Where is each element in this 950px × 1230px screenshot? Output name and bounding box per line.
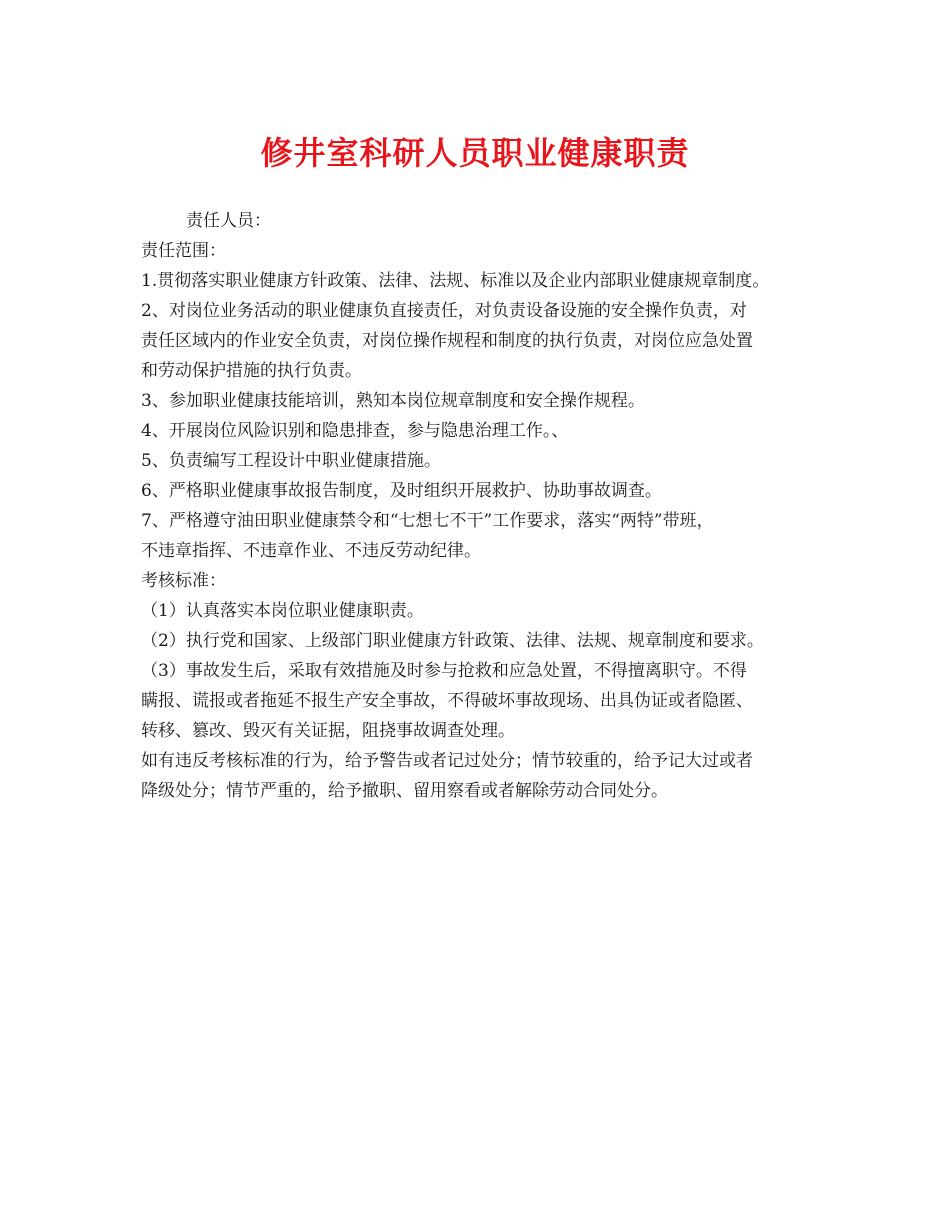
penalty-clause-line-2: 降级处分；情节严重的，给予撤职、留用察看或者解除劳动合同处分。 <box>141 781 668 801</box>
duty-item-7-line-1: 7、严格遵守油田职业健康禁令和“七想七不干”工作要求，落实“两特”带班， <box>141 511 714 531</box>
assessment-item-2: （2）执行党和国家、上级部门职业健康方针政策、法律、法规、规章制度和要求。 <box>141 631 764 651</box>
assessment-item-3-line-3: 转移、篡改、毁灭有关证据，阻挠事故调查处理。 <box>141 721 515 741</box>
assessment-item-1: （1）认真落实本岗位职业健康职责。 <box>141 601 424 621</box>
penalty-clause-line-1: 如有违反考核标准的行为，给予警告或者记过处分；情节较重的，给予记大过或者 <box>141 751 753 771</box>
duty-item-6: 6、严格职业健康事故报告制度，及时组织开展救护、协助事故调查。 <box>141 481 662 501</box>
duty-item-2-line-2: 责任区域内的作业安全负责，对岗位操作规程和制度的执行负责，对岗位应急处置 <box>141 331 753 351</box>
document-body <box>141 206 831 806</box>
assessment-item-3-line-1: （3）事故发生后，采取有效措施及时参与抢救和应急处置，不得擅离职守。不得 <box>141 661 747 681</box>
duty-item-5: 5、负责编写工程设计中职业健康措施。 <box>141 451 441 471</box>
duty-item-1: 1.贯彻落实职业健康方针政策、法律、法规、标准以及企业内部职业健康规章制度。 <box>141 271 770 291</box>
responsibility-scope-heading: 责任范围： <box>141 241 226 261</box>
document-title: 修井室科研人员职业健康职责 <box>260 134 690 172</box>
assessment-item-3-line-2: 瞒报、谎报或者拖延不报生产安全事故，不得破坏事故现场、出具伪证或者隐匿、 <box>141 691 753 711</box>
duty-item-7-line-2: 不违章指挥、不违章作业、不违反劳动纪律。 <box>141 541 481 561</box>
duty-item-4: 4、开展岗位风险识别和隐患排查，参与隐患治理工作。、 <box>141 421 569 441</box>
assessment-standard-heading: 考核标准： <box>141 571 226 591</box>
responsible-person-line: 责任人员： <box>186 211 271 231</box>
duty-item-2-line-1: 2、对岗位业务活动的职业健康负直接责任，对负责设备设施的安全操作负责，对 <box>141 301 747 321</box>
duty-item-2-line-3: 和劳动保护措施的执行负责。 <box>141 361 362 381</box>
duty-item-3: 3、参加职业健康技能培训，熟知本岗位规章制度和安全操作规程。 <box>141 391 645 411</box>
